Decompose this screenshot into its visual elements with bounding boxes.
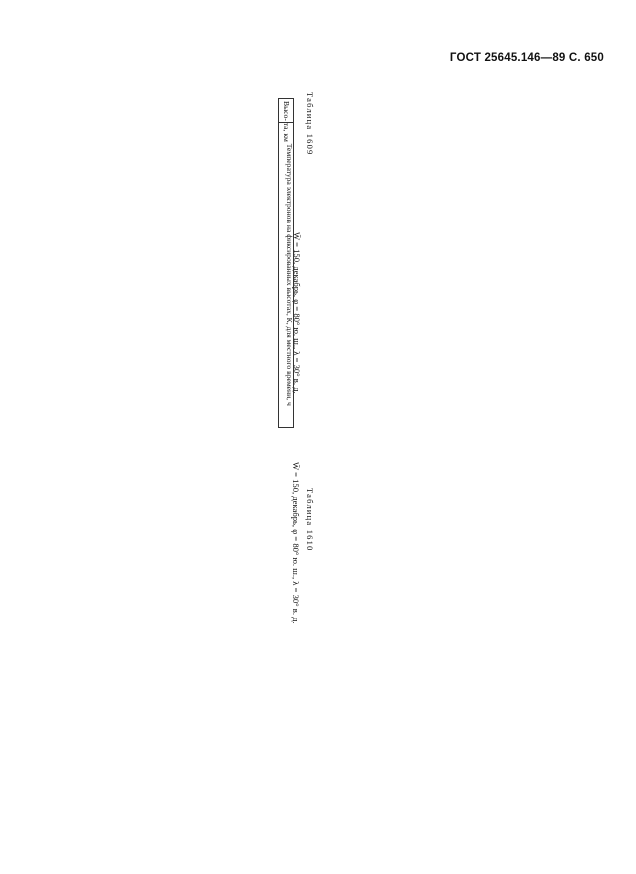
table-1610-title: W̄ = 150, декабрь, φ = 80° ю. ш., λ = 30° в. д. [291,462,301,624]
table-1609 [278,98,294,428]
row-header: Высо- та, км [279,99,294,123]
table-1609-label: Таблица 1609 [305,92,315,156]
page-header: ГОСТ 25645.146—89 С. 650 [449,52,604,64]
table-1610-label: Таблица 1610 [305,488,315,552]
table-1609-title: W̄ = 150, декабрь, φ = 80° ю. ш., λ = 30° в. д. [292,232,302,394]
table-1609-wrapper [278,98,294,428]
table-caption: Температура электронов на фиксированных высотах, К, для местного времени, ч [279,122,294,428]
